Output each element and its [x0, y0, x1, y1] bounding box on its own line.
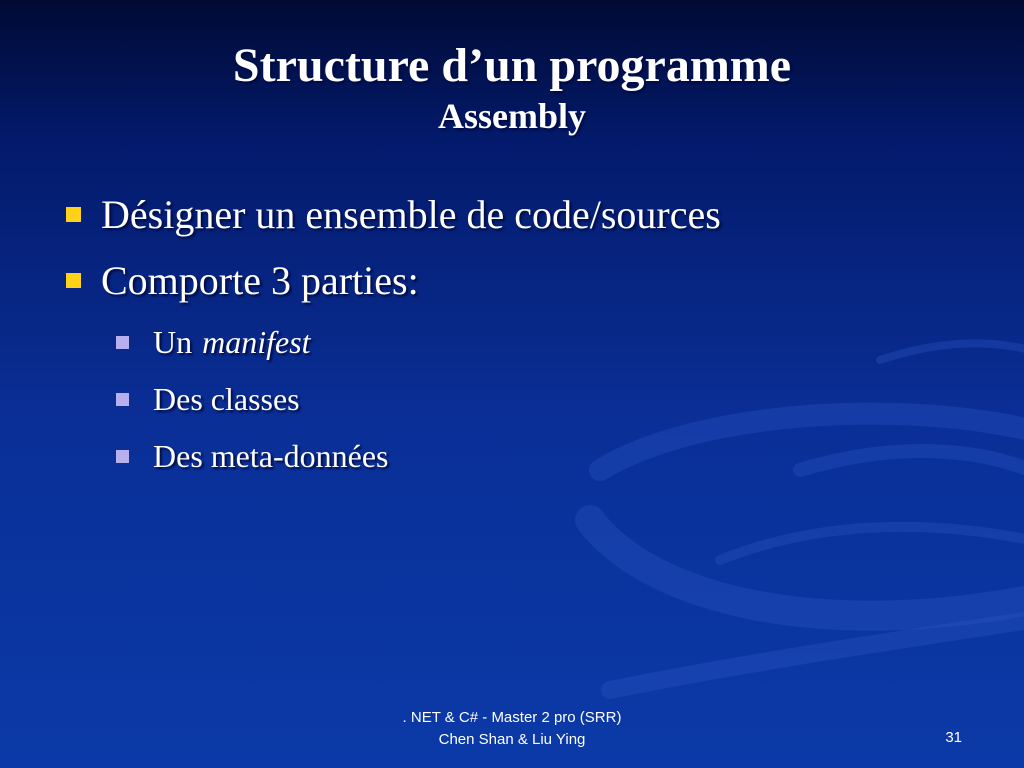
square-bullet-icon	[66, 273, 81, 288]
footer-course-line: . NET & C# - Master 2 pro (SRR)	[402, 709, 622, 726]
slide-title: Structure d’un programme	[232, 39, 792, 92]
bullet-text: Comporte 3 parties:	[101, 257, 419, 303]
slide-subtitle: Assembly	[437, 96, 586, 136]
square-sub-bullet-icon	[116, 336, 129, 349]
slide-title-block	[0, 36, 1024, 136]
sub-bullet-item	[116, 436, 980, 476]
page-number: 31	[945, 729, 962, 746]
square-bullet-icon	[66, 207, 81, 222]
sub-bullet-text: Des meta-données	[153, 437, 389, 474]
square-sub-bullet-icon	[116, 450, 129, 463]
sub-bullet-italic: manifest	[202, 323, 311, 360]
sub-bullet-item	[116, 322, 980, 362]
sub-bullet-prefix: Un	[153, 323, 193, 360]
square-sub-bullet-icon	[116, 393, 129, 406]
sub-bullet-item	[116, 379, 980, 419]
bullet-list	[60, 190, 980, 493]
bullet-text: Désigner un ensemble de code/sources	[101, 191, 721, 237]
bullet-item	[60, 256, 980, 304]
sub-bullet-text: Des classes	[153, 380, 300, 417]
bullet-item	[60, 190, 980, 238]
slide-footer	[312, 707, 712, 751]
footer-authors-line: Chen Shan & Liu Ying	[438, 731, 586, 748]
